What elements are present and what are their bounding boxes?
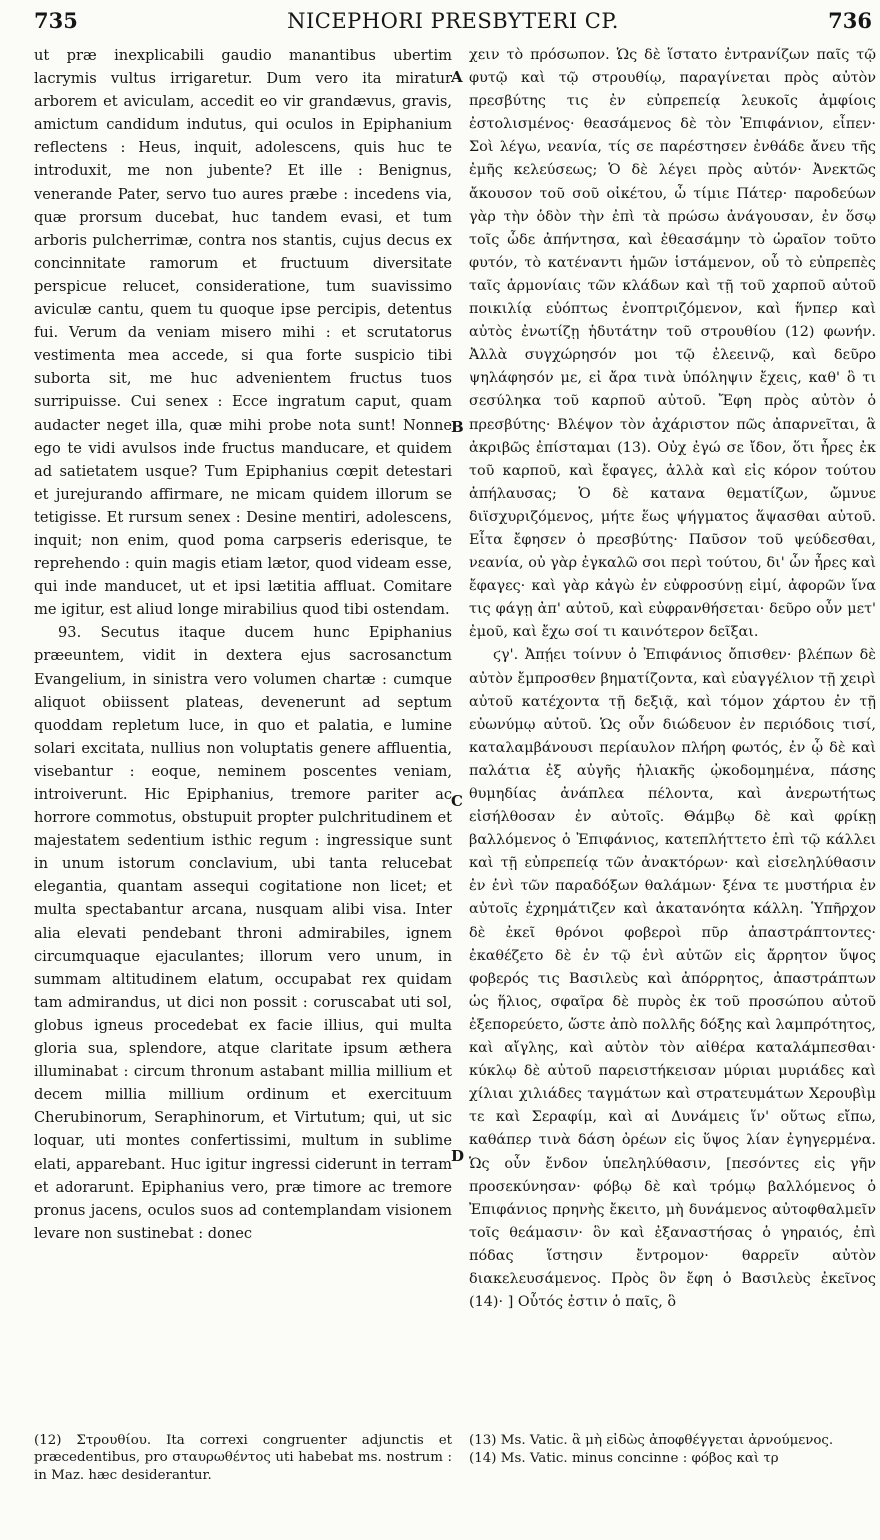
latin-paragraph-93: 93. Secutus itaque ducem hunc Epiphanius præeuntem, vidit in dextera ejus sacrosanctum Evangelium, in sinistra vero volumen chartæ : cumque aliquot obiissent plateas, devenerunt ad septum quoddam repletum luce, in quo et palatia, e lumine solari excitata, nullius non voluptatis genere affluentia, visebantur : eoque, neminem poscentes veniam, introiverunt. Hic Epiphanius, tremore pariter ac horrore commotus, obstupuit propter pulchritudinem et majestatem sedentium isthic regum : ingressique sunt in unum istorum conclavium, ubi tanta relucebat elegantia, quantam assequi cogitatione non licet; et multa spectabantur arcana, nusquam alibi visa. Inter alia elevati pendebant throni admirabiles, ignem circumquaque ejaculantes; illorum vero unum, in summam altitudinem elatum, occupabat rex quidam tam admirandus, ut dici non possit : coruscabat uti sol, globus igneus procedebat ex facie illius, qui multa gloria sua, splendore, atque claritate ipsum æthera illuminabat : circum thronum astabant millia millium et decem millia millium ordinum et exercituum Cherubinorum, Seraphinorum, et Virtutum; qui, ut sic loquar, uti montes confertissimi, multum in sublime elati, apparebant. Huc igitur ingressi ciderunt in terram et adorarunt. Epiphanius vero, præ timore ac tremore pronus jacens, oculos suos ad contemplandam visionem levare non sustinebat : donec: [34, 624, 452, 1242]
greek-paragraph-93: ϛγ'. Ἀπῄει τοίνυν ὁ Ἐπιφάνιος ὄπισθεν· βλέπων δὲ αὐτὸν ἔμπροσθεν βηματίζοντα, καὶ εὐαγγέλιον τῇ χειρὶ αὐτοῦ κατέχοντα τῇ δεξιᾷ, καὶ τόμον χάρτου ἐν τῇ εὐωνύμῳ αὐτοῦ. Ὡς οὖν διώδευον ἐν περιόδοις τισί, καταλαμβάνουσι περίαυλον πλήρη φωτός, ἐν ᾧ δὲ καὶ παλάτια ἐξ αὐγῆς ἡλιακῆς ᾠκοδομημένα, πάσης θυμηδίας ἀνάπλεα πέλοντα, καὶ ἀνερωτήτως εἰσήλθοσαν ἐν αὐτοῖς. Θάμβῳ δὲ καὶ φρίκῃ βαλλόμενος ὁ Ἐπιφάνιος, κατεπλήττετο ἐπὶ τῷ κάλλει καὶ τῇ εὐπρεπείᾳ τῶν ἀνακτόρων· καὶ εἰσεληλύθασιν ἐν ἑνὶ τῶν παραδόξων θαλάμων· ξένα τε μυστήρια ἐν αὐτοῖς ἐχρημάτιζεν καὶ ἀκατανόητα κάλλη. Ὑπῆρχον δὲ ἐκεῖ θρόνοι φοβεροὶ πῦρ ἀπαστράπτοντες· ἐκαθέζετο δὲ ἐν τῷ ἑνὶ αὐτῶν εἰς ἄρρητον ὕψος φοβερός τις Βασιλεὺς καὶ ἀπόρρητος, ἀπαστράπτων ὡς ἥλιος, σφαῖρα δὲ πυρὸς ἐκ τοῦ προσώπου αὐτοῦ ἐξεπορεύετο, ὥστε ἀπὸ πολλῆς δόξης καὶ λαμπρότητος, καὶ αἴγλης, καὶ αὐτὸν τὸν αἰθέρα καταλάμπεσθαι· κύκλῳ δὲ αὐτοῦ παρειστήκεισαν μύριαι μυριάδες καὶ χίλιαι χιλιάδες ταγμάτων καὶ στρατευμάτων Χερουβὶμ τε καὶ Σεραφίμ, καὶ αἱ Δυνάμεις ἵν' οὕτως εἴπω, καθάπερ τινὰ δάση ὀρέων εἰς ὕψος λίαν ἐγηγερμένα. Ὡς οὖν ἔνδον ὑπεληλύθασιν, [πεσόντες εἰς γῆν προσεκύνησαν· φόβῳ δὲ καὶ τρόμῳ βαλλόμενος ὁ Ἐπιφάνιος πρηνὴς ἔκειτο, μὴ δυνάμενος αὐτοφθαλμεῖν τοῖς θεάμασιν· ὃν καὶ ἐξαναστήσας ὁ γηραιός, ἐπὶ πόδας ἵστησιν ἔντρομον· θαρρεῖν αὐτὸν διακελευσάμενος. Πρὸς ὃν ἔφη ὁ Βασιλεὺς ἐκεῖνος (14)· ] Οὗτός ἐστιν ὁ παῖς, ὃ: [469, 647, 876, 1311]
footnote-12: (12) Στρουθίου. Ita correxi congruenter adjunctis et præcedentibus, pro σταυρωθέντος uti habebat ms. nostrum : in Maz. hæc desiderantur.: [34, 1433, 452, 1483]
footnotes-left: [34, 1432, 452, 1485]
footnote-14: (14) Ms. Vatic. minus concinne : φόβος καὶ τρ: [469, 1451, 779, 1467]
latin-column: [34, 44, 452, 1245]
margin-marker-a: A: [451, 68, 463, 86]
margin-marker-c: C: [451, 792, 463, 810]
margin-marker-b: B: [451, 418, 464, 436]
page-number-right: 736: [828, 8, 872, 33]
footnotes-right: [469, 1432, 876, 1469]
page-number-left: 735: [34, 8, 78, 33]
page-header: [34, 8, 872, 42]
greek-column: [469, 44, 876, 1314]
greek-paragraph-1: χειν τὸ πρόσωπον. Ὡς δὲ ἵστατο ἐντρανίζων παῖς τῷ φυτῷ καὶ τῷ στρουθίῳ, παραγίνεται πρὸς αὐτὸν πρεσβύτης τις ἐν εὐπρεπείᾳ λευκοῖς ἀμφίοις ἐστολισμένος· θεασάμενος δὲ τὸν Ἐπιφάνιον, εἶπεν· Σοὶ λέγω, νεανία, τίς σε παρέστησεν ἐνθάδε ἄνευ τῆς ἐμῆς κελεύσεως; Ὁ δὲ λέγει πρὸς αὐτόν· Ἀνεκτῶς ἄκουσον τοῦ σοῦ οἰκέτου, ὦ τίμιε Πάτερ· παροδεύων γὰρ τὴν ὁδὸν τὴν ἐπὶ τὰ πρώσω ἀνάγουσαν, ἐν ὅσῳ τοῖς ὧδε ἀπήντησα, καὶ ἐθεασάμην τὸ ὡραῖον τοῦτο φυτόν, τὸ κατέναντι ἡμῶν ἱστάμενον, οὗ τὸ εὐπρεπὲς ταῖς ἁρμονίαις τῶν κλάδων καὶ τῇ τοῦ χαρποῦ αὐτοῦ ποικιλίᾳ εὐόπτως ἐνοπτριζόμενον, καὶ ἥνπερ καὶ αὐτὸς ἐνωτίζῃ ἡδυτάτην τοῦ στρουθίου (12) φωνήν. Ἀλλὰ συγχώρησόν μοι τῷ ἐλεεινῷ, καὶ δεῦρο ψηλάφησόν με, εἰ ἄρα τινὰ ὑπόληψιν ἔχεις, καθ' ὃ τι σεσύληκα τοῦ καρποῦ αὐτοῦ. Ἔφη πρὸς αὐτὸν ὁ πρεσβύτης· Βλέψον τὸν ἀχάριστον πῶς ἀπαρνεῖται, ἃ ἀκριβῶς ἐπίσταμαι (13). Οὐχ ἐγώ σε ἴδον, ὅτι ἦρες ἐκ τοῦ καρποῦ, καὶ ἔφαγες, ἀλλὰ καὶ εἰς κόρον τούτου ἀπήλαυσας; Ὁ δὲ κατανα θεματίζων, ὤμνυε διϊσχυριζόμενος, μήτε ἕως ψήγματος ἅψασθαι αὐτοῦ. Εἶτα ἔφησεν ὁ πρεσβύτης· Παῦσον τοῦ ψεύδεσθαι, νεανία, οὐ γὰρ ἐγκαλῶ σοι περὶ τούτου, δι' ὧν ἦρες καὶ ἔφαγες· καὶ γὰρ κἀγὼ ἐν εὐφροσύνῃ εἰμί, ἀφορῶν ἵνα τις φάγῃ ἀπ' αὐτοῦ, καὶ εὐφρανθήσεται· δεῦρο οὖν μετ' ἐμοῦ, καὶ ἔχω σοί τι καινότερον δεῖξαι.: [469, 47, 876, 641]
footnote-13: (13) Ms. Vatic. ἃ μὴ εἰδὼς ἀποφθέγγεται ἀρνούμενος.: [469, 1433, 834, 1448]
margin-marker-d: D: [451, 1147, 465, 1165]
latin-paragraph-1: ut præ inexplicabili gaudio manantibus ubertim lacrymis vultus irrigaretur. Dum vero ita miratur arborem et aviculam, accedit eo vir grandævus, gravis, amictum candidum indutus, qui oculos in Epiphanium reflectens : Heus, inquit, adolescens, quis huc te introduxit, me non jubente? Et ille : Benignus, venerande Pater, servo tuo aures præbe : incedens via, quæ prorsum ducebat, huc tandem evasi, et tum arboris pulcherrimæ, contra nos stantis, cujus decus ex concinnitate ramorum et fructuum diversitate perspicue relucet, consideratione, tum suavissimo aviculæ cantu, quem tu quoque ipse percipis, detentus fui. Verum da veniam misero mihi : et scrutatorus vestimenta mea accede, si qua forte suspicio tibi suborta sit, me huc advenientem fructus tuos surripuisse. Cui senex : Ecce ingratum caput, quam audacter neget illa, quæ mihi probe nota sunt! Nonne ego te vidi avulsos inde fructus manducare, et quidem ad satietatem usque? Tum Epiphanius cœpit detestari et jurejurando affirmare, ne micam quidem illorum se tetigisse. Et rursum senex : Desine mentiri, adolescens, inquit; non enim, quod poma carpseris ederisque, te reprehendo : quin magis etiam lætor, quod videam esse, qui inde manducet, ut et ipsi lætitia affluat. Comitare me igitur, est aliud longe mirabilius quod tibi ostendam.: [34, 47, 452, 619]
running-title: NICEPHORI PRESBYTERI CP.: [287, 9, 619, 33]
